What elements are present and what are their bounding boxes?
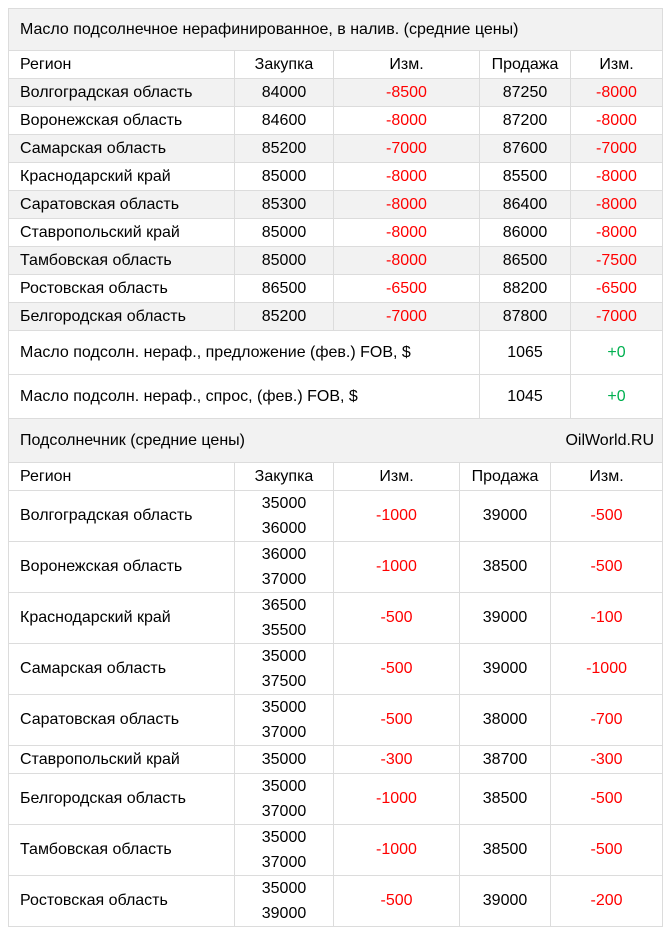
sale-change-cell: -200 bbox=[551, 876, 663, 927]
sale-change-cell: -8000 bbox=[571, 191, 663, 219]
sale-change-cell: -8000 bbox=[571, 219, 663, 247]
sale-cell: 39000 bbox=[460, 593, 551, 644]
purchase-low: 36000 bbox=[261, 546, 307, 563]
seed-price-table bbox=[8, 419, 663, 927]
seeds-title-row bbox=[9, 419, 663, 463]
table-row bbox=[9, 247, 663, 275]
purchase-low: 35000 bbox=[261, 829, 307, 846]
header-purchase-change: Изм. bbox=[334, 51, 480, 79]
purchase-high: 37000 bbox=[261, 803, 307, 820]
header-sale-change: Изм. bbox=[551, 463, 663, 491]
purchase-change-cell: -8000 bbox=[334, 247, 480, 275]
fob-demand-value: 1045 bbox=[480, 375, 571, 419]
table-row bbox=[9, 107, 663, 135]
purchase-change-cell: -500 bbox=[334, 695, 460, 746]
sale-change-cell: -500 bbox=[551, 825, 663, 876]
fob-offer-change: +0 bbox=[571, 331, 663, 375]
purchase-cell bbox=[235, 825, 334, 876]
table-row bbox=[9, 191, 663, 219]
region-cell: Самарская область bbox=[9, 135, 235, 163]
header-sale-change: Изм. bbox=[571, 51, 663, 79]
region-cell: Волгоградская область bbox=[9, 79, 235, 107]
sale-cell: 85500 bbox=[480, 163, 571, 191]
sale-change-cell: -6500 bbox=[571, 275, 663, 303]
region-cell: Белгородская область bbox=[9, 303, 235, 331]
purchase-low: 36500 bbox=[261, 597, 307, 614]
region-cell: Ростовская область bbox=[9, 876, 235, 927]
purchase-low: 35000 bbox=[261, 699, 307, 716]
region-cell: Тамбовская область bbox=[9, 825, 235, 876]
sale-cell: 39000 bbox=[460, 876, 551, 927]
seeds-header-row bbox=[9, 463, 663, 491]
header-purchase: Закупка bbox=[235, 463, 334, 491]
table-row bbox=[9, 542, 663, 593]
fob-demand-change: +0 bbox=[571, 375, 663, 419]
sale-cell: 88200 bbox=[480, 275, 571, 303]
sale-cell: 38500 bbox=[460, 774, 551, 825]
region-cell: Тамбовская область bbox=[9, 247, 235, 275]
sale-change-cell: -500 bbox=[551, 542, 663, 593]
purchase-change-cell: -7000 bbox=[334, 303, 480, 331]
purchase-low: 35000 bbox=[261, 880, 307, 897]
sale-cell: 86500 bbox=[480, 247, 571, 275]
table-row bbox=[9, 593, 663, 644]
sale-change-cell: -1000 bbox=[551, 644, 663, 695]
sale-cell: 86400 bbox=[480, 191, 571, 219]
purchase-low: 35000 bbox=[261, 648, 307, 665]
purchase-change-cell: -1000 bbox=[334, 491, 460, 542]
table-row bbox=[9, 303, 663, 331]
purchase-change-cell: -500 bbox=[334, 876, 460, 927]
purchase-low: 35000 bbox=[261, 778, 307, 795]
header-sale: Продажа bbox=[460, 463, 551, 491]
purchase-change-cell: -6500 bbox=[334, 275, 480, 303]
fob-demand-row bbox=[9, 375, 663, 419]
sale-cell: 38500 bbox=[460, 825, 551, 876]
price-sheet bbox=[8, 8, 662, 927]
region-cell: Воронежская область bbox=[9, 107, 235, 135]
table-row bbox=[9, 491, 663, 542]
purchase-cell bbox=[235, 774, 334, 825]
purchase-cell bbox=[235, 695, 334, 746]
sale-change-cell: -500 bbox=[551, 491, 663, 542]
header-sale: Продажа bbox=[480, 51, 571, 79]
purchase-cell: 85300 bbox=[235, 191, 334, 219]
sale-cell: 86000 bbox=[480, 219, 571, 247]
sale-cell: 38000 bbox=[460, 695, 551, 746]
table-row bbox=[9, 275, 663, 303]
region-cell: Краснодарский край bbox=[9, 593, 235, 644]
purchase-change-cell: -1000 bbox=[334, 542, 460, 593]
purchase-change-cell: -8000 bbox=[334, 163, 480, 191]
purchase-change-cell: -7000 bbox=[334, 135, 480, 163]
sale-change-cell: -7000 bbox=[571, 135, 663, 163]
purchase-change-cell: -1000 bbox=[334, 825, 460, 876]
oil-table-title: Масло подсолнечное нерафинированное, в налив. (средние цены) bbox=[9, 9, 663, 51]
sale-cell: 39000 bbox=[460, 644, 551, 695]
oil-price-table bbox=[8, 8, 663, 419]
seeds-table-title: Подсолнечник (средние цены) bbox=[9, 419, 551, 463]
sale-change-cell: -7500 bbox=[571, 247, 663, 275]
header-region: Регион bbox=[9, 51, 235, 79]
purchase-change-cell: -500 bbox=[334, 593, 460, 644]
table-row bbox=[9, 79, 663, 107]
header-purchase-change: Изм. bbox=[334, 463, 460, 491]
purchase-change-cell: -8000 bbox=[334, 107, 480, 135]
purchase-high: 37000 bbox=[261, 854, 307, 871]
table-row bbox=[9, 695, 663, 746]
table-row bbox=[9, 774, 663, 825]
table-row bbox=[9, 219, 663, 247]
sale-change-cell: -8000 bbox=[571, 163, 663, 191]
purchase-cell: 86500 bbox=[235, 275, 334, 303]
region-cell: Самарская область bbox=[9, 644, 235, 695]
region-cell: Белгородская область bbox=[9, 774, 235, 825]
header-purchase: Закупка bbox=[235, 51, 334, 79]
fob-demand-label: Масло подсолн. нераф., спрос, (фев.) FOB, $ bbox=[9, 375, 480, 419]
sale-cell: 39000 bbox=[460, 491, 551, 542]
purchase-change-cell: -8000 bbox=[334, 191, 480, 219]
sale-cell: 38500 bbox=[460, 542, 551, 593]
sale-change-cell: -300 bbox=[551, 746, 663, 774]
purchase-cell: 85200 bbox=[235, 303, 334, 331]
region-cell: Волгоградская область bbox=[9, 491, 235, 542]
purchase-low: 35000 bbox=[261, 495, 307, 512]
purchase-cell: 85200 bbox=[235, 135, 334, 163]
sale-cell: 87800 bbox=[480, 303, 571, 331]
sale-cell: 87200 bbox=[480, 107, 571, 135]
purchase-cell: 85000 bbox=[235, 163, 334, 191]
sale-change-cell: -8000 bbox=[571, 79, 663, 107]
purchase-cell: 85000 bbox=[235, 219, 334, 247]
sale-change-cell: -700 bbox=[551, 695, 663, 746]
sale-change-cell: -7000 bbox=[571, 303, 663, 331]
purchase-cell bbox=[235, 644, 334, 695]
region-cell: Саратовская область bbox=[9, 191, 235, 219]
table-row bbox=[9, 135, 663, 163]
purchase-cell: 84000 bbox=[235, 79, 334, 107]
sale-change-cell: -8000 bbox=[571, 107, 663, 135]
purchase-high: 37500 bbox=[261, 673, 307, 690]
sale-change-cell: -500 bbox=[551, 774, 663, 825]
purchase-high: 36000 bbox=[261, 520, 307, 537]
purchase-change-cell: -8000 bbox=[334, 219, 480, 247]
region-cell: Воронежская область bbox=[9, 542, 235, 593]
region-cell: Ставропольский край bbox=[9, 746, 235, 774]
region-cell: Ростовская область bbox=[9, 275, 235, 303]
fob-offer-row bbox=[9, 331, 663, 375]
sale-change-cell: -100 bbox=[551, 593, 663, 644]
purchase-cell bbox=[235, 746, 334, 774]
region-cell: Ставропольский край bbox=[9, 219, 235, 247]
purchase-cell bbox=[235, 593, 334, 644]
purchase-high: 37000 bbox=[261, 724, 307, 741]
region-cell: Краснодарский край bbox=[9, 163, 235, 191]
purchase-low: 35000 bbox=[261, 750, 307, 768]
oil-header-row bbox=[9, 51, 663, 79]
source-label: OilWorld.RU bbox=[551, 419, 663, 463]
purchase-change-cell: -8500 bbox=[334, 79, 480, 107]
purchase-high: 39000 bbox=[261, 905, 307, 922]
header-region: Регион bbox=[9, 463, 235, 491]
purchase-change-cell: -300 bbox=[334, 746, 460, 774]
purchase-change-cell: -500 bbox=[334, 644, 460, 695]
sale-cell: 87600 bbox=[480, 135, 571, 163]
fob-offer-label: Масло подсолн. нераф., предложение (фев.) FOB, $ bbox=[9, 331, 480, 375]
purchase-cell bbox=[235, 491, 334, 542]
table-row bbox=[9, 746, 663, 774]
sale-cell: 38700 bbox=[460, 746, 551, 774]
purchase-cell: 84600 bbox=[235, 107, 334, 135]
table-row bbox=[9, 825, 663, 876]
purchase-high: 35500 bbox=[261, 622, 307, 639]
fob-offer-value: 1065 bbox=[480, 331, 571, 375]
table-row bbox=[9, 644, 663, 695]
region-cell: Саратовская область bbox=[9, 695, 235, 746]
sale-cell: 87250 bbox=[480, 79, 571, 107]
purchase-cell: 85000 bbox=[235, 247, 334, 275]
table-row bbox=[9, 163, 663, 191]
purchase-cell bbox=[235, 542, 334, 593]
purchase-high: 37000 bbox=[261, 571, 307, 588]
purchase-change-cell: -1000 bbox=[334, 774, 460, 825]
